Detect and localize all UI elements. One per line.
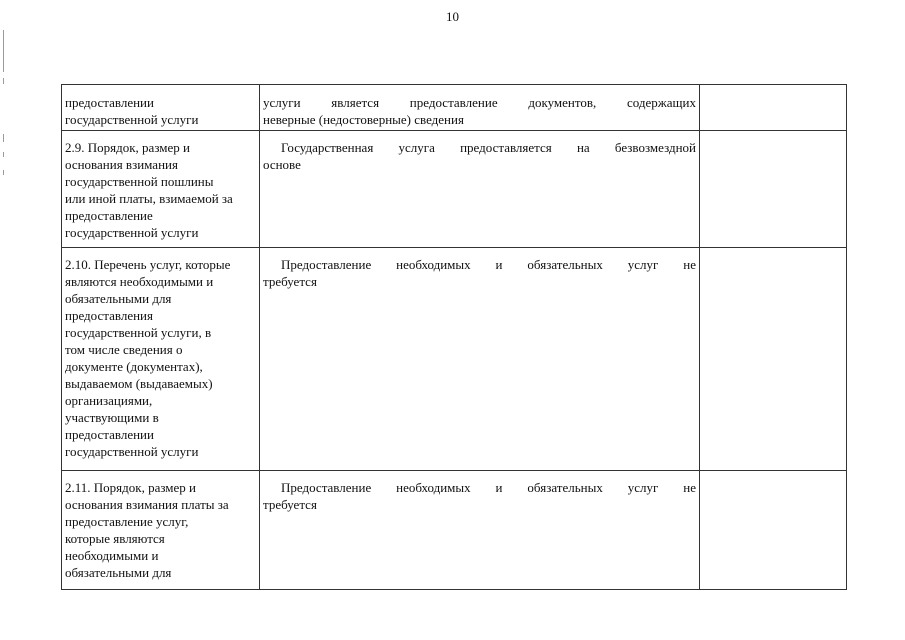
row-name-line: государственной услуги (65, 112, 199, 127)
row-name-cell (62, 248, 260, 471)
row-name-line: 2.11. Порядок, размер и (65, 480, 196, 495)
row-name-line: основания взимания платы за (65, 497, 229, 512)
table-row (62, 248, 847, 471)
row-name-line: государственной услуги (65, 444, 199, 459)
row-description-cell (260, 131, 700, 248)
row-description-rest: неверные (недостоверные) сведения (263, 112, 464, 127)
row-description-cell (260, 471, 700, 590)
row-name-line: необходимыми и (65, 548, 159, 563)
row-name-cell (62, 471, 260, 590)
row-name-line: государственной услуги, в (65, 325, 212, 340)
row-name-line: являются необходимыми и (65, 274, 214, 289)
row-name-line: предоставления (65, 308, 153, 323)
row-name-line: обязательными для (65, 291, 172, 306)
row-name-line: предоставление услуг, (65, 514, 189, 529)
row-name-line: или иной платы, взимаемой за (65, 191, 233, 206)
row-description-first-line: Предоставление необходимых и обязательных услуг не (281, 257, 696, 272)
row-name-line: предоставлении (65, 95, 154, 110)
row-name-line: предоставление (65, 208, 153, 223)
table-row (62, 131, 847, 248)
row-name-line: документе (документах), (65, 359, 203, 374)
row-name-cell (62, 85, 260, 131)
scan-margin-marks (3, 30, 6, 190)
row-name-line: государственной пошлины (65, 174, 214, 189)
row-name-line: выдаваемом (выдаваемых) (65, 376, 213, 391)
row-name-line: 2.9. Порядок, размер и (65, 140, 190, 155)
page-number: 10 (446, 9, 459, 24)
row-name-line: предоставлении (65, 427, 154, 442)
row-note-cell (700, 85, 847, 131)
row-name-line: основания взимания (65, 157, 178, 172)
row-description-cell (260, 85, 700, 131)
table-row (62, 471, 847, 590)
row-name-line: которые являются (65, 531, 165, 546)
row-name-line: том числе сведения о (65, 342, 183, 357)
row-name-line: 2.10. Перечень услуг, которые (65, 257, 231, 272)
row-description-first-line: Государственная услуга предоставляется на безвозмездной (281, 140, 696, 155)
row-description-first-line: Предоставление необходимых и обязательных услуг не (281, 480, 696, 495)
row-name-line: обязательными для (65, 565, 172, 580)
table-row (62, 85, 847, 131)
row-description-rest: основе (263, 157, 301, 172)
row-description-rest: требуется (263, 274, 317, 289)
row-note-cell (700, 248, 847, 471)
row-name-line: организациями, (65, 393, 153, 408)
row-name-line: государственной услуги (65, 225, 199, 240)
row-name-line: участвующими в (65, 410, 159, 425)
row-description-first-line: услуги является предоставление документов, содержащих (263, 95, 696, 110)
regulation-table (61, 84, 847, 590)
row-name-cell (62, 131, 260, 248)
row-description-rest: требуется (263, 497, 317, 512)
row-note-cell (700, 131, 847, 248)
row-description-cell (260, 248, 700, 471)
row-note-cell (700, 471, 847, 590)
